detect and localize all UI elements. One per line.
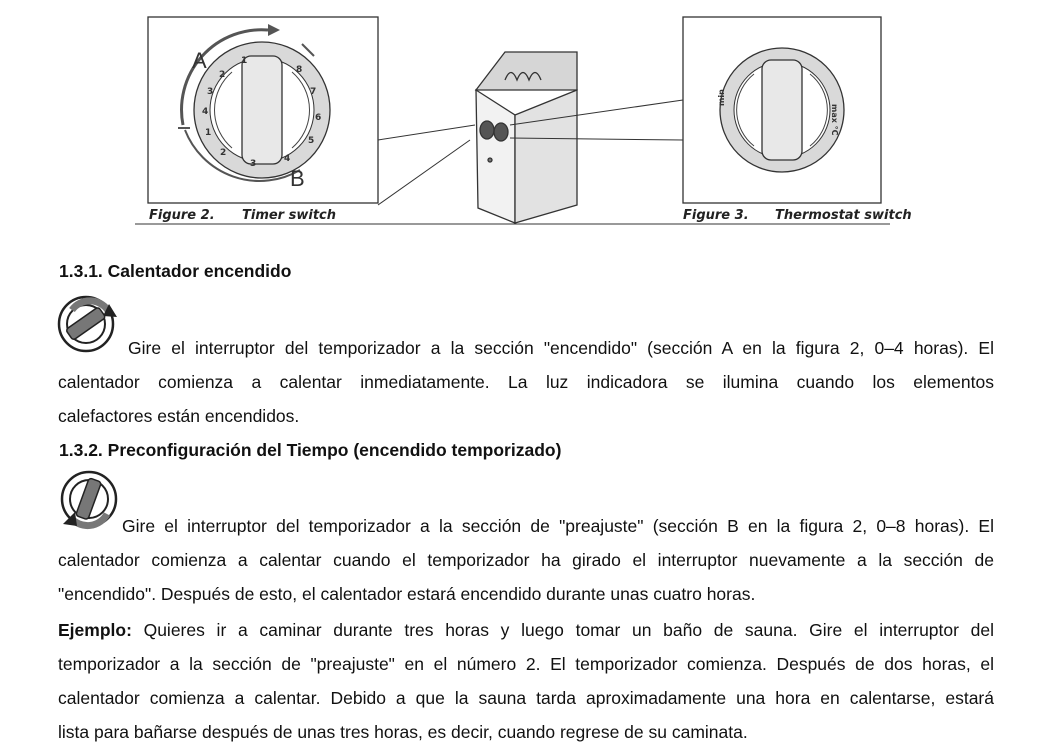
fig3-caption-title: Thermostat switch (775, 208, 912, 223)
section1-line-3: calefactores están encendidos. (58, 406, 300, 426)
label-b-glyph: B (290, 166, 305, 191)
section-heading-1: 1.3.1. Calentador encendido (59, 261, 292, 281)
svg-text:6: 6 (315, 113, 322, 123)
figure-area (0, 0, 1057, 235)
section2-paragraph (58, 509, 994, 611)
example-line-1 (58, 613, 994, 647)
section2-line-2: calentador comienza a calentar cuando el temporizador ha girado el interruptor nuevamente a la sección de (58, 550, 994, 570)
svg-text:2: 2 (220, 148, 227, 158)
svg-text:5: 5 (308, 136, 315, 146)
section1-line-1: Gire el interruptor del temporizador a la sección "encendido" (sección A en la figura 2, 0–4 horas). El (128, 338, 994, 358)
svg-text:8: 8 (296, 65, 303, 75)
figure-illustration (0, 0, 1057, 235)
svg-text:4: 4 (284, 154, 291, 164)
thermostat-min-glyph: min (717, 89, 726, 106)
section2-line-3: "encendido". Después de esto, el calentador estará encendido durante unas cuatro horas. (58, 584, 756, 604)
svg-text:7: 7 (310, 87, 317, 97)
example-line-4: lista para bañarse después de unas tres horas, es decir, cuando regrese de su caminata. (58, 722, 748, 742)
example-label: Ejemplo: (58, 620, 132, 640)
svg-text:1: 1 (205, 128, 212, 138)
timer-dial (194, 42, 330, 178)
thermostat-max-glyph: max °C (830, 104, 839, 136)
example-line-2: temporizador a la sección de "preajuste" en el número 2. El temporizador comienza. Después de dos horas, el (58, 654, 994, 674)
svg-text:2: 2 (219, 70, 226, 80)
section1-line-2: calentador comienza a calentar inmediatamente. La luz indicadora se ilumina cuando los elementos (58, 372, 994, 392)
label-a-glyph: A (192, 48, 207, 73)
svg-text:3: 3 (207, 87, 214, 97)
thermostat-dial (717, 48, 844, 172)
example-line-3: calentador comienza a calentar. Debido a que la sauna tarda aproximadamente una hora en calentarse, estará (58, 688, 994, 708)
section1-paragraph (58, 331, 994, 433)
fig2-caption-num: Figure 2. (149, 208, 215, 223)
svg-text:3: 3 (250, 159, 257, 169)
example-line-1-text: Quieres ir a caminar durante tres horas y luego tomar un baño de sauna. Gire el interruptor del (131, 620, 994, 640)
section2-line-1: Gire el interruptor del temporizador a la sección de "preajuste" (sección B en la figura 2, 0–8 horas). El (122, 516, 994, 536)
svg-text:4: 4 (202, 107, 209, 117)
fig2-caption-title: Timer switch (242, 208, 337, 223)
svg-text:1: 1 (241, 56, 248, 66)
example-paragraph (58, 613, 994, 749)
fig3-caption-num: Figure 3. (683, 208, 749, 223)
section-heading-2: 1.3.2. Preconfiguración del Tiempo (encendido temporizado) (59, 440, 562, 460)
heater-body (476, 52, 577, 223)
